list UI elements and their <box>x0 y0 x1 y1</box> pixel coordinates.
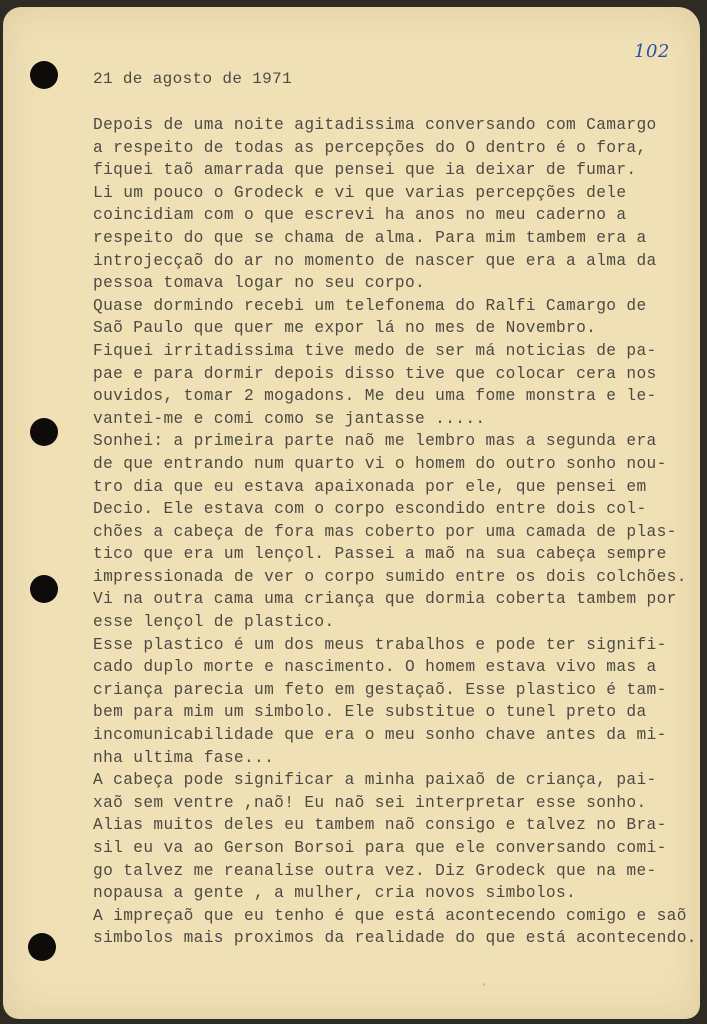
text-line: Esse plastico é um dos meus trabalhos e pode ter signifi- <box>93 635 667 654</box>
text-line: incomunicabilidade que era o meu sonho chave antes da mi- <box>93 726 667 745</box>
text-line: nha ultima fase... <box>93 748 275 767</box>
text-line: xaõ sem ventre ,naõ! Eu naõ sei interpretar esse sonho. <box>93 793 647 812</box>
handwritten-page-number: 102 <box>634 41 670 62</box>
text-line: A impreçaõ que eu tenho é que está acontecendo comigo e saõ <box>93 906 687 925</box>
text-line: fiquei taõ amarrada que pensei que ia deixar de fumar. <box>93 161 637 180</box>
typewritten-page <box>3 7 700 1019</box>
text-line: tico que era um lençol. Passei a maõ na sua cabeça sempre <box>93 545 667 564</box>
text-line: coincidiam com o que escrevi ha anos no meu caderno a <box>93 206 627 225</box>
text-line: Vi na outra cama uma criança que dormia coberta tambem por <box>93 590 677 609</box>
text-line: a respeito de todas as percepções do O dentro é o fora, <box>93 138 647 157</box>
text-line: Depois de uma noite agitadissima conversando com Camargo <box>93 116 657 134</box>
text-line: respeito do que se chama de alma. Para mim tambem era a <box>93 228 647 247</box>
binder-hole-3 <box>30 575 58 603</box>
text-line: simbolos mais proximos da realidade do que está acontecendo. <box>93 929 697 948</box>
text-line: ouvidos, tomar 2 mogadons. Me deu uma fome monstra e le- <box>93 387 657 406</box>
text-line: A cabeça pode significar a minha paixaõ de criança, pai- <box>93 771 657 790</box>
text-line: de que entrando num quarto vi o homem do outro sonho nou- <box>93 454 667 473</box>
text-line: Sonhei: a primeira parte naõ me lembro mas a segunda era <box>93 432 657 451</box>
text-line: nopausa a gente , a mulher, cria novos simbolos. <box>93 884 577 903</box>
text-line: Alias muitos deles eu tambem naõ consigo e talvez no Bra- <box>93 816 667 835</box>
text-line: Li um pouco o Grodeck e vi que varias percepções dele <box>93 183 627 202</box>
text-line: vantei-me e comi como se jantasse ..... <box>93 409 486 428</box>
text-line: Decio. Ele estava com o corpo escondido entre dois col- <box>93 500 647 519</box>
binder-hole-1 <box>30 61 58 89</box>
binder-hole-4 <box>28 933 56 961</box>
entry-date: 21 de agosto de 1971 <box>93 70 293 88</box>
text-line: cado duplo morte e nascimento. O homem estava vivo mas a <box>93 658 657 677</box>
text-line: sil eu va ao Gerson Borsoi para que ele conversando comi- <box>93 839 667 857</box>
text-line: tro dia que eu estava apaixonada por ele, que pensei em <box>93 477 647 496</box>
text-line: Saõ Paulo que quer me expor lá no mes de Novembro. <box>93 319 597 338</box>
text-line: criança parecia um feto em gestaçaõ. Esse plastico é tam- <box>93 680 667 699</box>
text-line: introjecçaõ do ar no momento de nascer que era a alma da <box>93 251 657 270</box>
diary-entry-text <box>93 114 697 950</box>
text-line: Fiquei irritadissima tive medo de ser má noticias de pa- <box>93 341 657 360</box>
text-line: bem para mim um simbolo. Ele substitue o tunel preto da <box>93 703 647 722</box>
paper-mark: ʼ <box>481 984 488 995</box>
text-line: go talvez me reanalise outra vez. Diz Grodeck que na me- <box>93 861 657 880</box>
text-line: pessoa tomava logar no seu corpo. <box>93 274 426 293</box>
text-line: impressionada de ver o corpo sumido entre os dois colchões. <box>93 567 687 586</box>
binder-hole-2 <box>30 418 58 446</box>
text-line: chões a cabeça de fora mas coberto por uma camada de plas- <box>93 522 677 541</box>
text-line: Quase dormindo recebi um telefonema do Ralfi Camargo de <box>93 296 647 315</box>
text-line: pae e para dormir depois disso tive que colocar cera nos <box>93 364 657 383</box>
text-line: esse lençol de plastico. <box>93 613 335 632</box>
